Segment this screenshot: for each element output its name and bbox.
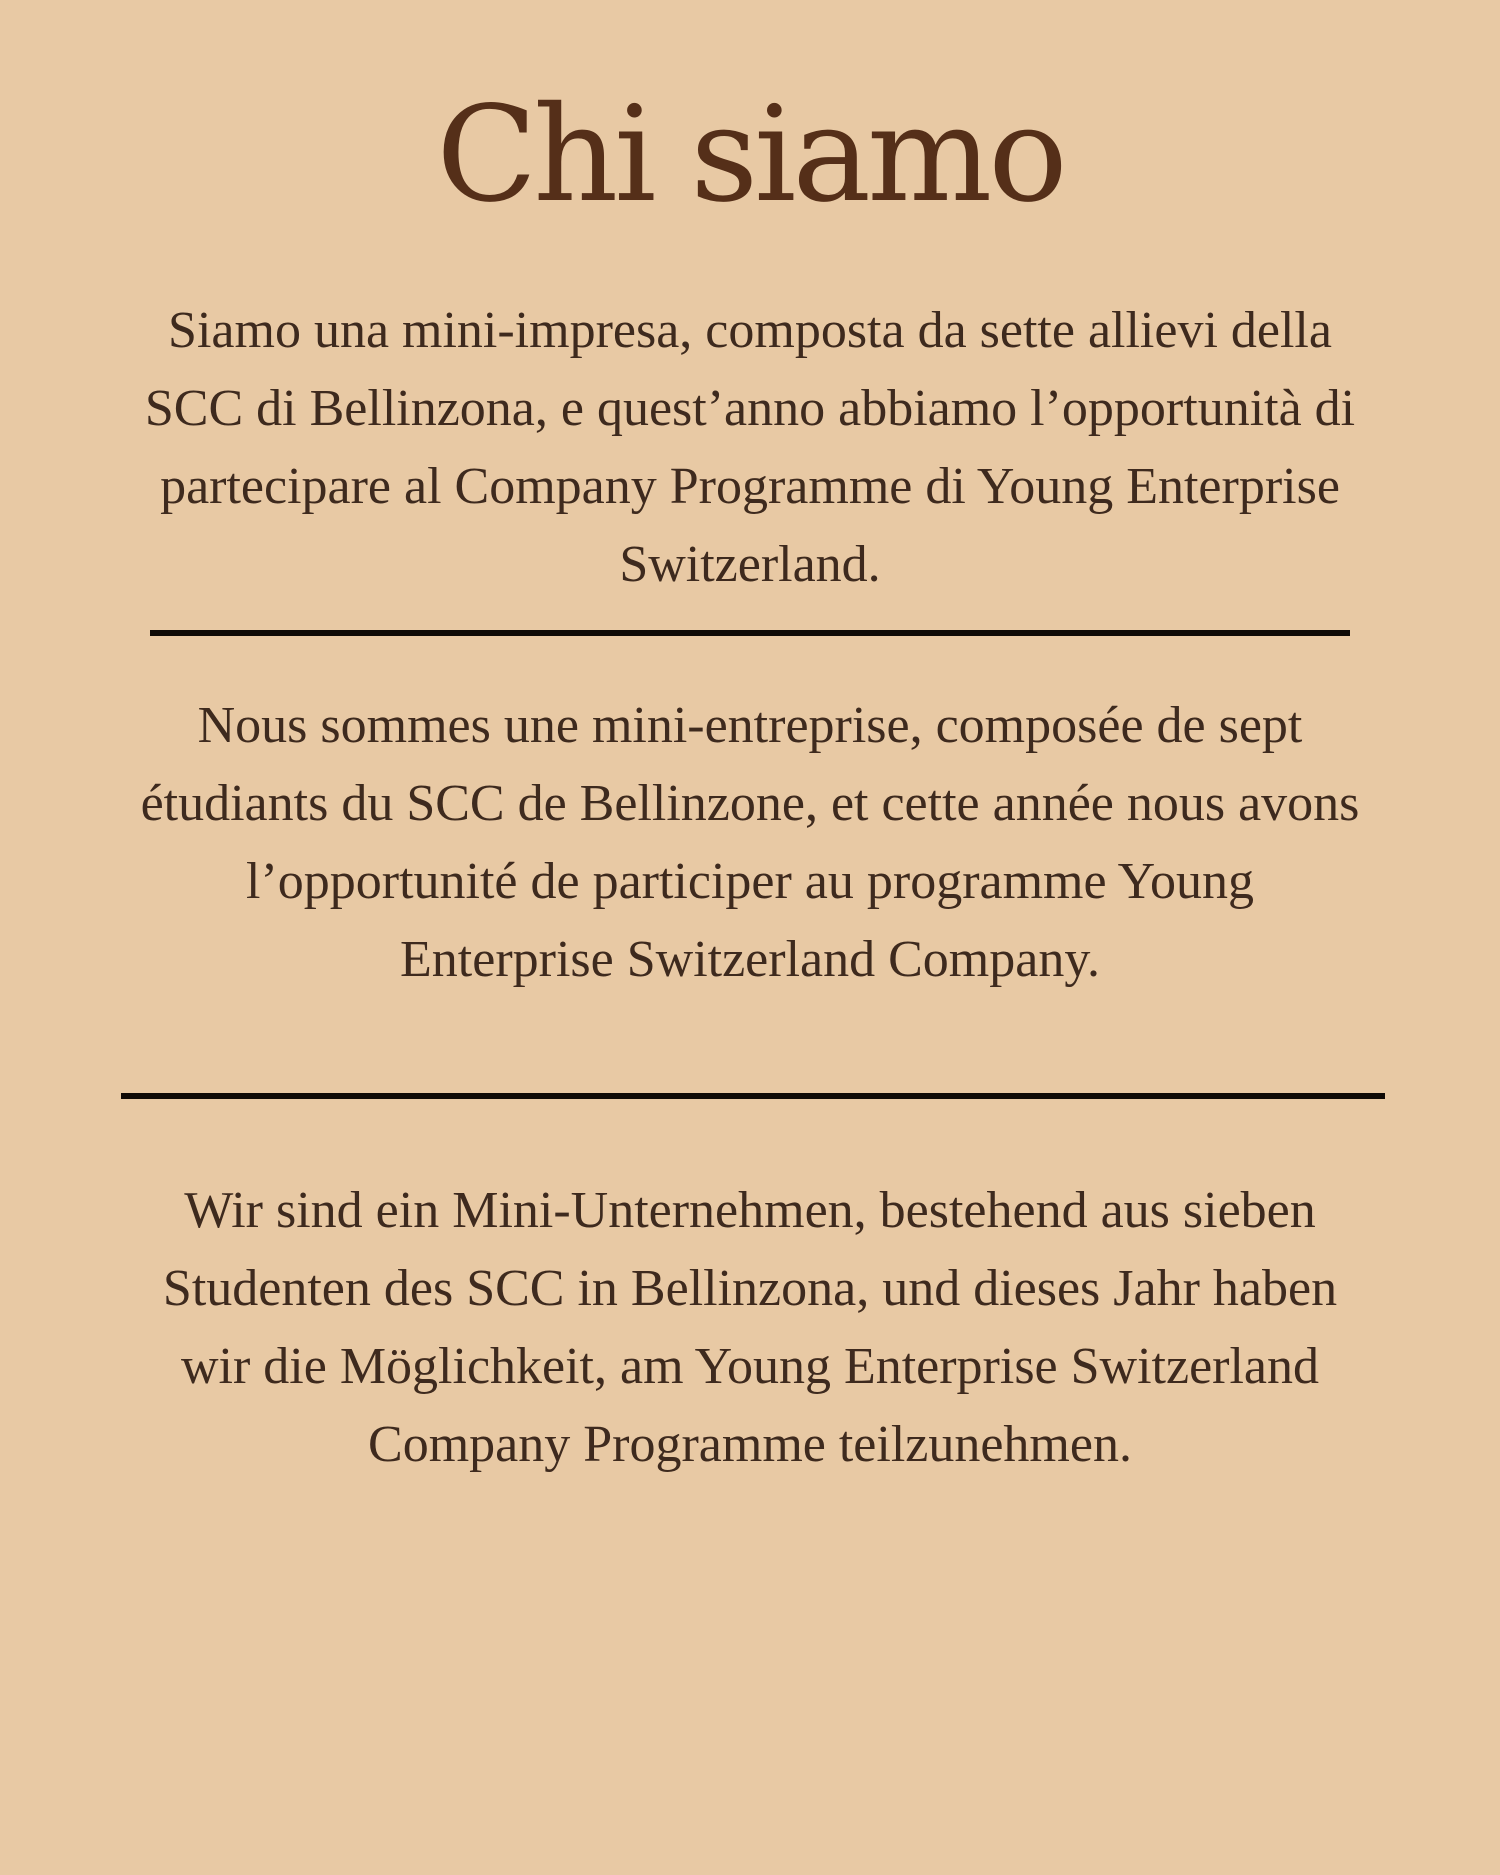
page-title: Chi siamo xyxy=(436,78,1064,232)
divider-line xyxy=(150,630,1350,636)
paragraph-french: Nous sommes une mini-entreprise, composée de sept étudiants du SCC de Bellinzone, et cette année nous avons l’opportunité de participer au programme Young Enterprise Switzerland Company. xyxy=(140,697,1360,988)
paragraph-german: Wir sind ein Mini-Unternehmen, bestehend aus sieben Studenten des SCC in Bellinzona, und dieses Jahr haben wir die Möglichkeit, am Young Enterprise Switzerland Company Programme teilzunehmen. xyxy=(162,1182,1338,1473)
divider-line xyxy=(121,1093,1385,1099)
paragraph-italian: Siamo una mini-impresa, composta da sette allievi della SCC di Bellinzona, e quest’anno abbiamo l’opportunità di partecipare al Company Programme di Young Enterprise Switzerland. xyxy=(144,302,1356,593)
